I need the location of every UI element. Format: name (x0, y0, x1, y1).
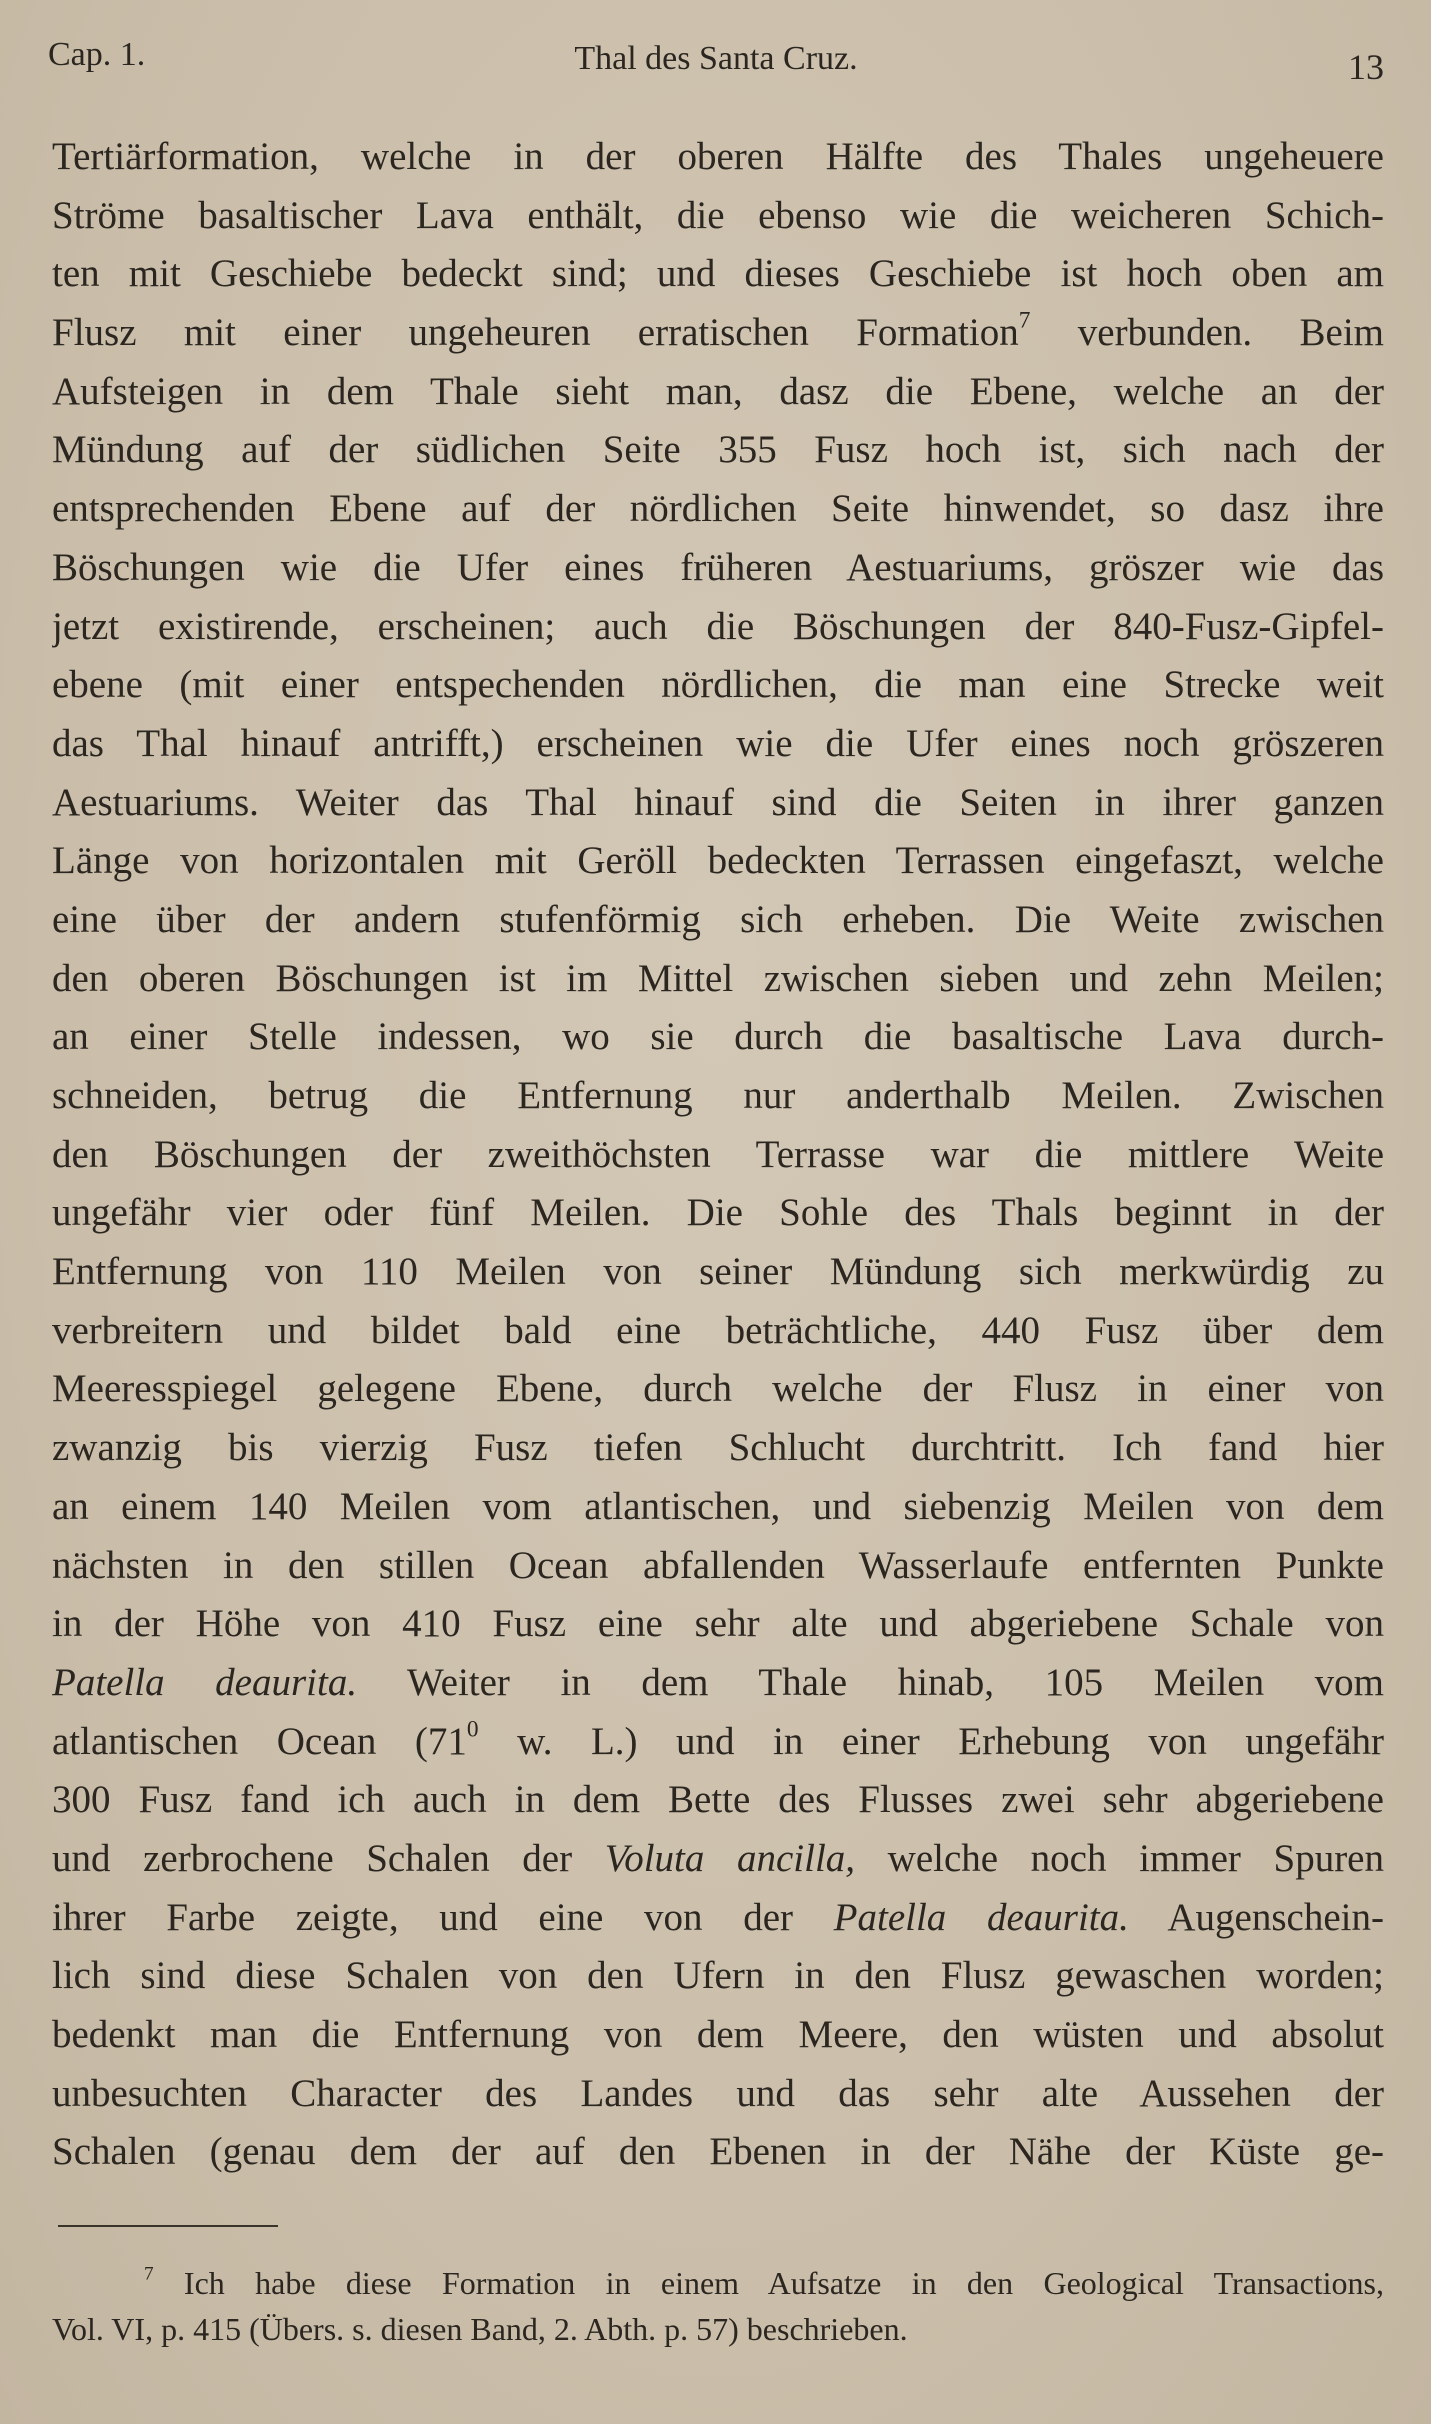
text-line: und zerbrochene Schalen der Voluta ancilla, welche noch immer Spuren (52, 1836, 1384, 1880)
text-line: den Böschungen der zweithöchsten Terrasse war die mittlere Weite (52, 1132, 1384, 1176)
text-line: an einem 140 Meilen vom atlantischen, und siebenzig Meilen von dem (52, 1484, 1384, 1528)
text-line: an einer Stelle indessen, wo sie durch die basaltische Lava durch- (52, 1015, 1384, 1059)
footnote-reference: 7 (1018, 307, 1031, 334)
text-line: ihrer Farbe zeigte, und eine von der Patella deaurita. Augenschein- (52, 1895, 1384, 1939)
text-line: verbreitern und bildet bald eine beträchtliche, 440 Fusz über dem (52, 1308, 1384, 1352)
text-line: ungefähr vier oder fünf Meilen. Die Sohle des Thals beginnt in der (52, 1191, 1384, 1235)
footnote-marker: 7 (144, 2263, 154, 2285)
text-line: in der Höhe von 410 Fusz eine sehr alte und abgeriebene Schale von (52, 1602, 1384, 1646)
text-line: zwanzig bis vierzig Fusz tiefen Schlucht durchtritt. Ich fand hier (52, 1426, 1384, 1470)
text-line: lich sind diese Schalen von den Ufern in den Flusz gewaschen worden; (52, 1954, 1384, 1998)
text-line: unbesuchten Character des Landes und das sehr alte Aussehen der (52, 2071, 1384, 2115)
species-name: Voluta ancilla, (604, 1836, 856, 1880)
text-line: Aufsteigen in dem Thale sieht man, dasz die Ebene, welche an der (52, 369, 1384, 413)
text-line: Aestuariums. Weiter das Thal hinauf sind die Seiten in ihrer ganzen (52, 780, 1384, 824)
text-line: Tertiärformation, welche in der oberen Hälfte des Thales ungeheuere (52, 135, 1384, 178)
text-line: schneiden, betrug die Entfernung nur anderthalb Meilen. Zwischen (52, 1074, 1384, 1117)
text-line: bedenkt man die Entfernung von dem Meere, den wüsten und absolut (52, 2013, 1384, 2056)
text-line: Länge von horizontalen mit Geröll bedeckten Terrassen eingefaszt, welche (52, 839, 1384, 883)
footnote (52, 2260, 1384, 2352)
text-line: Mündung auf der südlichen Seite 355 Fusz hoch ist, sich nach der (52, 428, 1384, 472)
text-line: ebene (mit einer entspechenden nördlichen, die man eine Strecke weit (52, 663, 1384, 707)
text-line: Meeresspiegel gelegene Ebene, durch welche der Flusz in einer von (52, 1367, 1384, 1411)
body-text (52, 128, 1384, 2182)
running-header (48, 36, 1384, 96)
text-line: eine über der andern stufenförmig sich erheben. Die Weite zwischen (52, 897, 1384, 941)
text-line: das Thal hinauf antrifft,) erscheinen wie die Ufer eines noch gröszeren (52, 721, 1384, 765)
text-line: Böschungen wie die Ufer eines früheren Aestuariums, gröszer wie das (52, 545, 1384, 589)
text-line: atlantischen Ocean ($71^0$ w. L.) und in einer Erhebung von ungefähr (52, 1716, 1384, 1763)
degree-mark: 0 (466, 1716, 479, 1743)
text-line: Flusz mit einer ungeheuren erratischen Formation$^7$ verbunden. Beim (52, 307, 1384, 355)
species-name: Patella deaurita. (52, 1660, 358, 1704)
text-line: nächsten in den stillen Ocean abfallenden Wasserlaufe entfernten Punkte (52, 1543, 1384, 1587)
footnote-line: $^7$ Ich habe diese Formation in einem Aufsatze in den Geological Transactions, (144, 2263, 1384, 2301)
text-line: Schalen (genau dem der auf den Ebenen in der Nähe der Küste ge- (52, 2130, 1384, 2174)
running-title: Thal des Santa Cruz. (574, 40, 858, 77)
text-line: Patella deaurita. Weiter in dem Thale hinab, 105 Meilen vom (52, 1660, 1384, 1704)
text-line: ten mit Geschiebe bedeckt sind; und dieses Geschiebe ist hoch oben am (52, 252, 1384, 296)
text-line: den oberen Böschungen ist im Mittel zwischen sieben und zehn Meilen; (52, 956, 1384, 1000)
footnote-rule (58, 2225, 278, 2227)
text-line: entsprechenden Ebene auf der nördlichen Seite hinwendet, so dasz ihre (52, 487, 1384, 531)
text-line: Entfernung von 110 Meilen von seiner Mündung sich merkwürdig zu (52, 1250, 1384, 1294)
footnote-line: Vol. VI, p. 415 (Übers. s. diesen Band, 2. Abth. p. 57) beschrieben. (52, 2311, 908, 2347)
text-line: 300 Fusz fand ich auch in dem Bette des Flusses zwei sehr abgeriebene (52, 1778, 1384, 1822)
chapter-label: Cap. 1. (48, 36, 146, 73)
text-line: jetzt existirende, erscheinen; auch die Böschungen der 840-Fusz-Gipfel- (52, 604, 1384, 648)
page-number: 13 (1348, 47, 1384, 87)
text-line: Ströme basaltischer Lava enthält, die ebenso wie die weicheren Schich- (52, 193, 1384, 237)
species-name: Patella deaurita. (833, 1895, 1129, 1939)
